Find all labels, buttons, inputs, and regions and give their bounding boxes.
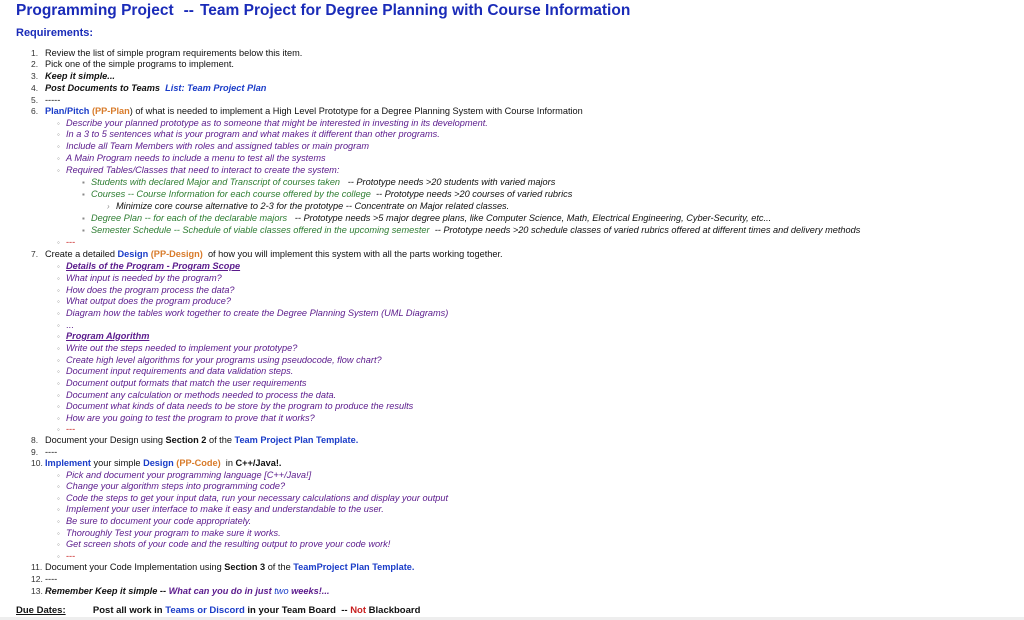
- sub-item: ◦ Get screen shots of your code and the resulting output to prove your code work!: [57, 539, 391, 549]
- title-rest: Team Project for Degree Planning with Course Information: [199, 2, 631, 19]
- due-dates-label: Due Dates:: [16, 605, 66, 616]
- sub-item: ◦ Required Tables/Classes that need to interact to create the system:: [57, 165, 340, 175]
- sub-item: ◦ ---: [57, 237, 76, 247]
- sub-item: ◦ In a 3 to 5 sentences what is your program and what makes it different than other programs.: [57, 129, 440, 139]
- title-main: Programming Project: [16, 2, 174, 19]
- requirements-heading: Requirements:: [16, 27, 94, 39]
- sub-sub-sub-item: › Minimize core course alternative to 2-3 for the prototype -- Concentrate on Major related classes.: [107, 201, 510, 211]
- sub-item: ◦ What input is needed by the program?: [57, 273, 222, 283]
- list-item: 9. ----: [31, 447, 58, 457]
- teams-discord-link[interactable]: Teams or Discord: [165, 605, 245, 616]
- sub-sub-item: ▪ Courses -- Course Information for each course offered by the college -- Prototype needs >20 courses of varied rubrics: [82, 189, 573, 199]
- due-dates-line: Due Dates: Post all work in Teams or Discord in your Team Board -- Not Blackboard: [16, 605, 421, 616]
- sub-item: ◦ Program Algorithm: [57, 331, 150, 341]
- title-dash: --: [183, 2, 194, 19]
- list-item: 4. Post Documents to Teams List: Team Project Plan: [31, 83, 267, 93]
- sub-sub-item: ▪ Semester Schedule -- Schedule of viable classes offered in the upcoming semester -- Prototype needs >20 schedule classes of varied rubrics offered at different times and delivery methods: [82, 225, 861, 235]
- list-item: 3. Keep it simple...: [31, 71, 115, 81]
- sub-item: ◦ How does the program process the data?: [57, 285, 235, 295]
- list-item: 8. Document your Design using Section 2 of the Team Project Plan Template.: [31, 435, 359, 445]
- list-item: 5. -----: [31, 95, 61, 105]
- sub-item: ◦ Document what kinds of data needs to be store by the program to produce the results: [57, 401, 414, 411]
- sub-item: ◦ Implement your user interface to make it easy and understandable to the user.: [57, 504, 384, 514]
- list-item: 1. Review the list of simple program requirements below this item.: [31, 48, 303, 58]
- sub-item: ◦ Write out the steps needed to implement your prototype?: [57, 343, 298, 353]
- sub-item: ◦ Document output formats that match the user requirements: [57, 378, 307, 388]
- sub-item: ◦ Diagram how the tables work together to create the Degree Planning System (UML Diagrams): [57, 308, 449, 318]
- sub-item: ◦ Document any calculation or methods needed to process the data.: [57, 390, 337, 400]
- sub-item: ◦ Change your algorithm steps into programming code?: [57, 481, 286, 491]
- list-item: 13. Remember Keep it simple -- What can you do in just two weeks!...: [31, 586, 330, 596]
- template-link[interactable]: TeamProject Plan Template.: [293, 562, 415, 572]
- sub-item: ◦ A Main Program needs to include a menu to test all the systems: [57, 153, 326, 163]
- sub-item: ◦ Describe your planned prototype as to someone that might be interested in investing in its development.: [57, 118, 488, 128]
- sub-item: ◦ ---: [57, 551, 76, 561]
- sub-item: ◦ Thoroughly Test your program to make sure it works.: [57, 528, 281, 538]
- sub-item: ◦ Details of the Program - Program Scope: [57, 261, 241, 271]
- sub-item: ◦ ...: [57, 320, 74, 330]
- sub-item: ◦ Be sure to document your code appropriately.: [57, 516, 252, 526]
- sub-item: ◦ Code the steps to get your input data, run your necessary calculations and display your output: [57, 493, 449, 503]
- sub-item: ◦ What output does the program produce?: [57, 296, 231, 306]
- team-project-plan-link[interactable]: List: Team Project Plan: [165, 83, 267, 93]
- page-title: [16, 2, 630, 20]
- sub-item: ◦ Include all Team Members with roles and assigned tables or main program: [57, 141, 369, 151]
- sub-item: ◦ Pick and document your programming language [C++/Java!]: [57, 470, 312, 480]
- sub-sub-item: ▪ Degree Plan -- for each of the declarable majors -- Prototype needs >5 major degree plans, like Computer Science, Math, Electrical Engineering, Cyber-Security, etc...: [82, 213, 772, 223]
- template-link[interactable]: Team Project Plan Template.: [234, 435, 359, 445]
- list-item: 2. Pick one of the simple programs to implement.: [31, 59, 234, 69]
- sub-item: ◦ ---: [57, 424, 76, 434]
- sub-sub-item: ▪ Students with declared Major and Transcript of courses taken -- Prototype needs >20 students with varied majors: [82, 177, 556, 187]
- list-item: 10. Implement your simple Design (PP-Code) in C++/Java!.: [31, 458, 282, 468]
- sub-item: ◦ Create high level algorithms for your programs using pseudocode, flow chart?: [57, 355, 382, 365]
- list-item: 11. Document your Code Implementation using Section 3 of the TeamProject Plan Template.: [31, 562, 415, 572]
- list-item: 6. Plan/Pitch (PP-Plan) of what is needed to implement a High Level Prototype for a Degree Planning System with Course Information: [31, 106, 583, 116]
- list-item: 12. ----: [31, 574, 58, 584]
- sub-item: ◦ How are you going to test the program to prove that it works?: [57, 413, 315, 423]
- sub-item: ◦ Document input requirements and data validation steps.: [57, 366, 294, 376]
- list-item: 7. Create a detailed Design (PP-Design) of how you will implement this system with all the parts working together.: [31, 249, 503, 259]
